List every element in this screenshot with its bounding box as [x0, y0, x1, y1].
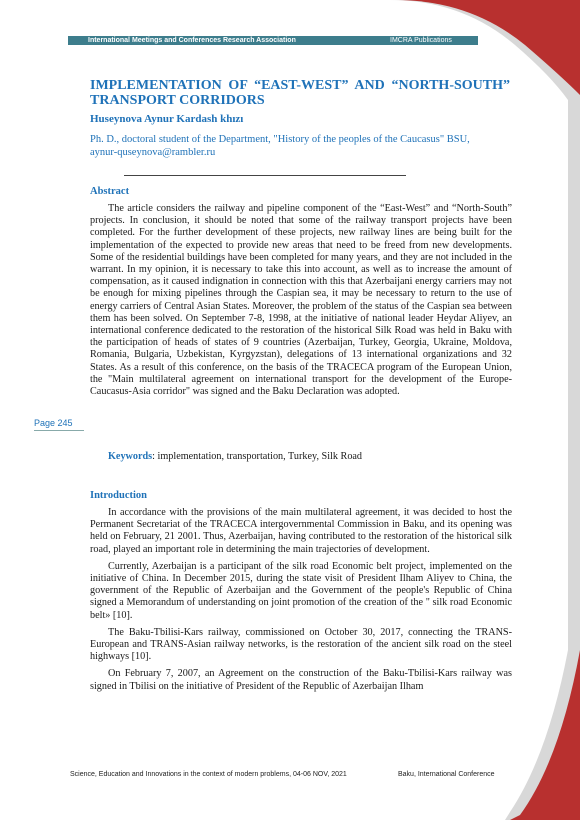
introduction-heading: Introduction — [90, 490, 147, 501]
introduction-body — [90, 507, 512, 698]
intro-paragraph: The Baku-Tbilisi-Kars railway, commissioned on October 30, 2017, connecting the TRANS-European and TRANS-Asian railway networks, is the restoration of the ancient silk road on the steel highways [10]. — [90, 626, 512, 663]
keywords-line — [90, 451, 512, 462]
keywords-label: Keywords — [108, 451, 153, 462]
footer-conference-title: Science, Education and Innovations in the context of modern problems, 04-06 NOV, 2021 — [70, 771, 347, 778]
affiliation-line: Ph. D., doctoral student of the Department, "History of the peoples of the Caucasus" BSU, — [90, 134, 470, 145]
intro-paragraph: In accordance with the provisions of the main multilateral agreement, it was decided to host the Permanent Secretariat of the TRACECA intergovernmental Commission in Baku, and its opening was held on February, 21 2001. Thus, Azerbaijan, having contributed to the restoration of the historical silk road, played an important role in determining the main trajectories of development. — [90, 507, 512, 555]
page-number: Page 245 — [34, 418, 73, 428]
header-bar — [68, 36, 478, 45]
abstract-body — [90, 203, 512, 403]
author-email: aynur-quseynova@rambler.ru — [90, 147, 216, 158]
intro-paragraph: On February 7, 2007, an Agreement on the construction of the Baku-Tbilisi-Kars railway was signed in Tbilisi on the initiative of President of the Republic of Azerbaijan Ilham — [90, 668, 512, 692]
page-number-rule — [34, 430, 84, 431]
article-title: IMPLEMENTATION OF “EAST-WEST” AND “NORTH-SOUTH” TRANSPORT CORRIDORS — [90, 78, 510, 108]
abstract-text: The article considers the railway and pipeline component of the “East-West” and “North-South” projects. In conclusion, it should be noted that some of the railway transport projects have been completed. For the further development of these projects, new railway lines are being built for the implementation of the expected to provide new areas that need to be freed from new developments. Some of the residential buildings have been completed for many years, and they are not included in the warrant. In my opinion, it is necessary to take this into account, as well as to increase the amount of compensation, as it caused indignation in connection with this that Azerbaijani energy carriers may not be enough for mixing pipelines through the Caspian sea, it may be necessary to return to the use of energy carriers of Central Asian States. Moreover, the problem of the status of the Caspian sea between them has been solved. On September 7-8, 1998, at the initiative of national leader Heydar Aliyev, an international conference dedicated to the restoration of the historical Silk Road was held in Baku with the participation of heads of states of 9 countries (Azerbaijan, Turkey, Georgia, Ukraine, Moldova, Romania, Bulgaria, Uzbekistan, Kyrgyzstan), delegations of 13 international organizations and 32 States. As a result of this conference, on the basis of the TRACECA program of the European Union, the "Main multilateral agreement on international transport for the development of the Europe-Caucasus-Asia corridor" was signed and the Baku Declaration was adopted. — [90, 203, 512, 398]
header-association-name: International Meetings and Conferences Research Association — [88, 37, 296, 44]
title-divider — [124, 175, 406, 176]
keywords-text: : implementation, transportation, Turkey, Silk Road — [152, 451, 363, 462]
header-publications-label: IMCRA Publications — [390, 37, 452, 44]
author-name: Huseynova Aynur Kardash khızı — [90, 113, 244, 125]
abstract-heading: Abstract — [90, 186, 130, 197]
footer-location: Baku, International Conference — [398, 771, 495, 778]
author-affiliation — [90, 133, 510, 159]
intro-paragraph: Currently, Azerbaijan is a participant of the silk road Economic belt project, implemented on the initiative of China. In December 2015, during the state visit of President Ilham Aliyev to China, the government of the Republic of Azerbaijan and the Government of the people's Republic of China signed a Memorandum of understanding on joint promotion of the creation of the " silk road Economic belt» [10]. — [90, 560, 512, 621]
